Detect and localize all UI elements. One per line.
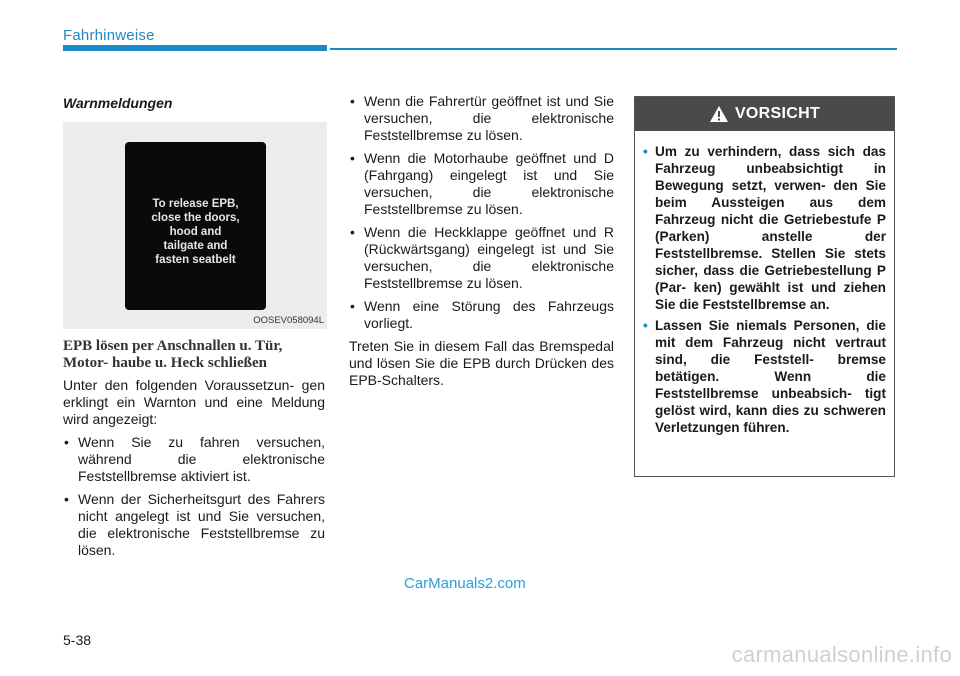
intro-paragraph: Unter den folgenden Voraussetzun- gen erklingt ein Warnton und eine Meldung wird angezeigt:: [63, 377, 325, 427]
caution-title: VORSICHT: [734, 105, 821, 122]
list-item: • Wenn die Fahrertür geöffnet ist und Sie versuchen, die elektronische Feststellbremse zu lösen.: [349, 93, 614, 144]
epb-message-figure: [63, 122, 327, 329]
warning-triangle-icon: [709, 105, 729, 123]
left-bullet-list: [63, 434, 325, 559]
caution-box: [634, 96, 895, 477]
watermark-footer: carmanualsonline.info: [731, 642, 952, 667]
closing-paragraph: Treten Sie in diesem Fall das Bremspedal und lösen Sie die EPB durch Drücken des EPB-Schalters.: [349, 338, 614, 388]
caution-list: [635, 131, 894, 436]
cluster-display: [125, 142, 266, 310]
header-accent-bar: [63, 45, 327, 51]
figure-code: OOSEV058094L: [253, 315, 324, 326]
list-item: • Lassen Sie niemals Personen, die mit dem Fahrzeug nicht vertraut sind, die Feststell- bremse betätigen. Wenn die Feststellbremse unbeabsich- tigt gelöst wird, kann dies zu schweren Verletzungen führen.: [655, 317, 886, 436]
display-message: To release EPB, close the doors, hood and tailgate and fasten seatbelt: [151, 198, 240, 266]
warnings-heading: Warnmeldungen: [63, 95, 173, 111]
header-rule: [330, 48, 897, 50]
middle-bullet-list: [349, 93, 614, 332]
page-number: 5-38: [63, 632, 92, 648]
list-item: • Wenn die Heckklappe geöffnet und R (Rückwärtsgang) eingelegt ist und Sie versuchen, die elektronische Feststellbremse zu lösen.: [349, 224, 614, 292]
list-item: • Wenn eine Störung des Fahrzeugs vorliegt.: [349, 298, 614, 332]
section-title: Fahrhinweise: [63, 27, 155, 44]
epb-subheading: EPB lösen per Anschnallen u. Tür, Motor- haube u. Heck schließen: [63, 338, 283, 371]
watermark-link[interactable]: CarManuals2.com: [404, 575, 526, 592]
list-item: • Wenn der Sicherheitsgurt des Fahrers nicht angelegt ist und Sie versuchen, die elektronische Feststellbremse zu lösen.: [63, 491, 325, 559]
middle-body: [349, 93, 614, 389]
caution-header: [635, 97, 894, 131]
list-item: • Wenn Sie zu fahren versuchen, während die elektronische Feststellbremse aktiviert ist.: [63, 434, 325, 485]
left-body: [63, 377, 325, 565]
list-item: • Wenn die Motorhaube geöffnet und D (Fahrgang) eingelegt ist und Sie versuchen, die elektronische Feststellbremse zu lösen.: [349, 150, 614, 218]
list-item: • Um zu verhindern, dass sich das Fahrzeug unbeabsichtigt in Bewegung setzt, verwen- den Sie beim Aussteigen aus dem Fahrzeug nicht die Getriebestufe P (Parken) anstelle der Feststellbremse. Stellen Sie stets sicher, dass die Getriebestellung P (Par- ken) gewählt ist und ziehen Sie die Feststellbremse an.: [655, 143, 886, 313]
